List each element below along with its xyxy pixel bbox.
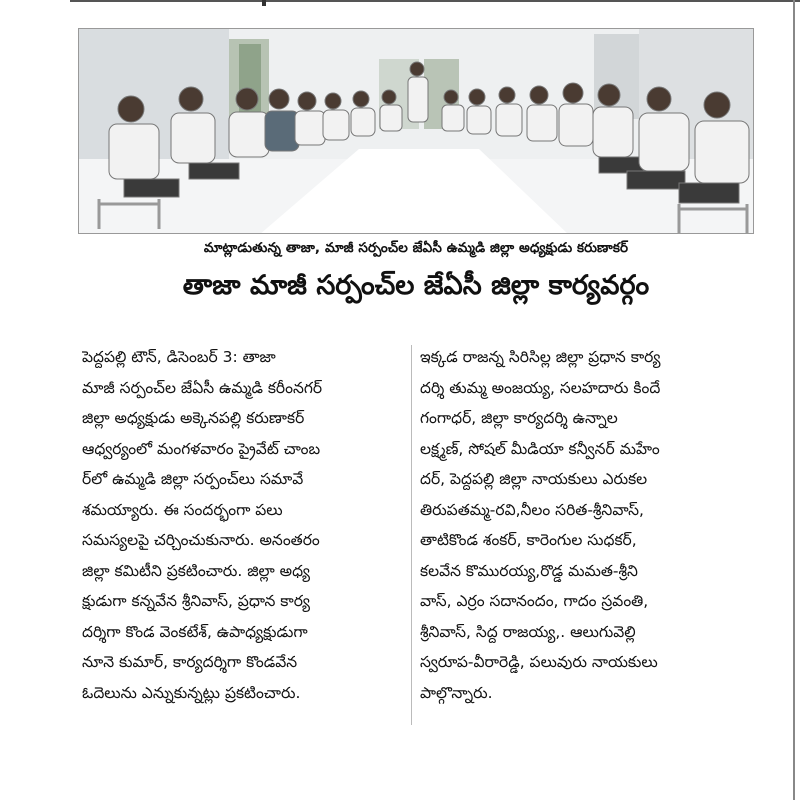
- article-line: తిరుపతమ్మ-రవి,నీలం సరిత-శ్రీనివాస్,: [420, 500, 644, 519]
- article-line: దర్శిగా కొండ వెంకటేశ్, ఉపాధ్యక్షుడుగా: [82, 622, 308, 641]
- top-rule: [70, 0, 800, 2]
- article-line: దర్శి తుమ్మ అంజయ్య, సలహదారు కిందే: [420, 378, 661, 397]
- article-line: క్షుడుగా కన్నవేన శ్రీనివాస్, ప్రధాన కార్య: [82, 592, 310, 610]
- article-line: సమస్యలపై చర్చించుకునారు. అనంతరం: [82, 531, 320, 549]
- article-line: దర్, పెద్దపల్లి జిల్లా నాయకులు ఎరుకల: [420, 470, 648, 488]
- article-line: లక్ష్మణ్, సోషల్ మీడియా కన్వీనర్ మహేం: [420, 439, 660, 458]
- article-line: తాటికొండ శంకర్, కారెంగుల సుధకర్,: [420, 531, 637, 549]
- photo-caption: మాట్లాడుతున్న తాజా, మాజీ సర్పంచ్‌ల జేఏసీ ఉమ్మడి జిల్లా అధ్యక్షుడు కరుణాకర్: [203, 240, 629, 256]
- headline: తాజా మాజీ సర్పంచ్‌ల జేఏసీ జిల్లా కార్యవర్గం: [182, 270, 650, 301]
- article-line: ర్‌లో ఉమ్మడి జిల్లా సర్పంచ్‌లు సమావే: [82, 470, 304, 488]
- column-divider: [411, 345, 412, 725]
- meeting-photo-graphic: [79, 29, 754, 234]
- article-line: స్వరూప-వీరారెడ్డి, పలువురు నాయకులు: [420, 653, 658, 671]
- article-line: జిల్లా అధ్యక్షుడు అక్కెనపల్లి కరుణాకర్: [82, 409, 305, 427]
- article-line: ఇక్కడ రాజన్న సిరిసిల్ల జిల్లా ప్రధాన కార్య: [420, 348, 661, 366]
- article-column-left: [82, 342, 404, 708]
- article-line: గంగాధర్, జిల్లా కార్యదర్శి ఉన్నాల: [420, 409, 618, 427]
- article-line: శ్రీనివాస్, సిద్ద రాజయ్య,. ఆలుగువెల్లి: [420, 622, 636, 641]
- article-line: మాజీ సర్పంచ్‌ల జేఏసీ ఉమ్మడి కరీంనగర్: [82, 378, 323, 397]
- article-line: కలవేన కొమురయ్య,రొడ్డ మమత-శ్రీని: [420, 561, 638, 580]
- page-edge-rule: [793, 0, 795, 800]
- article-line: నూనె కుమార్, కార్యదర్శిగా కొండవేన: [82, 653, 298, 671]
- article-column-right: [420, 342, 776, 708]
- meeting-photo: [78, 28, 754, 234]
- top-rule-tick: [262, 0, 266, 6]
- article-line: ఓదెలును ఎన్నుకున్నట్లు ప్రకటించారు.: [82, 683, 301, 702]
- article-line: శమయ్యారు. ఈ సందర్భంగా పలు: [82, 500, 283, 519]
- article-line: పెద్దపల్లి టౌన్, డిసెంబర్ 3: తాజా: [82, 348, 276, 366]
- article-line: ఆధ్వర్యంలో మంగళవారం ప్రైవేట్ చాంబ: [82, 439, 321, 458]
- article-line: జిల్లా కమిటీని ప్రకటించారు. జిల్లా అధ్య: [82, 561, 311, 580]
- article-line: వాస్, ఎర్రం సదానందం, గాదం స్రవంతి,: [420, 592, 649, 610]
- article-line: పాల్గొన్నారు.: [420, 683, 493, 702]
